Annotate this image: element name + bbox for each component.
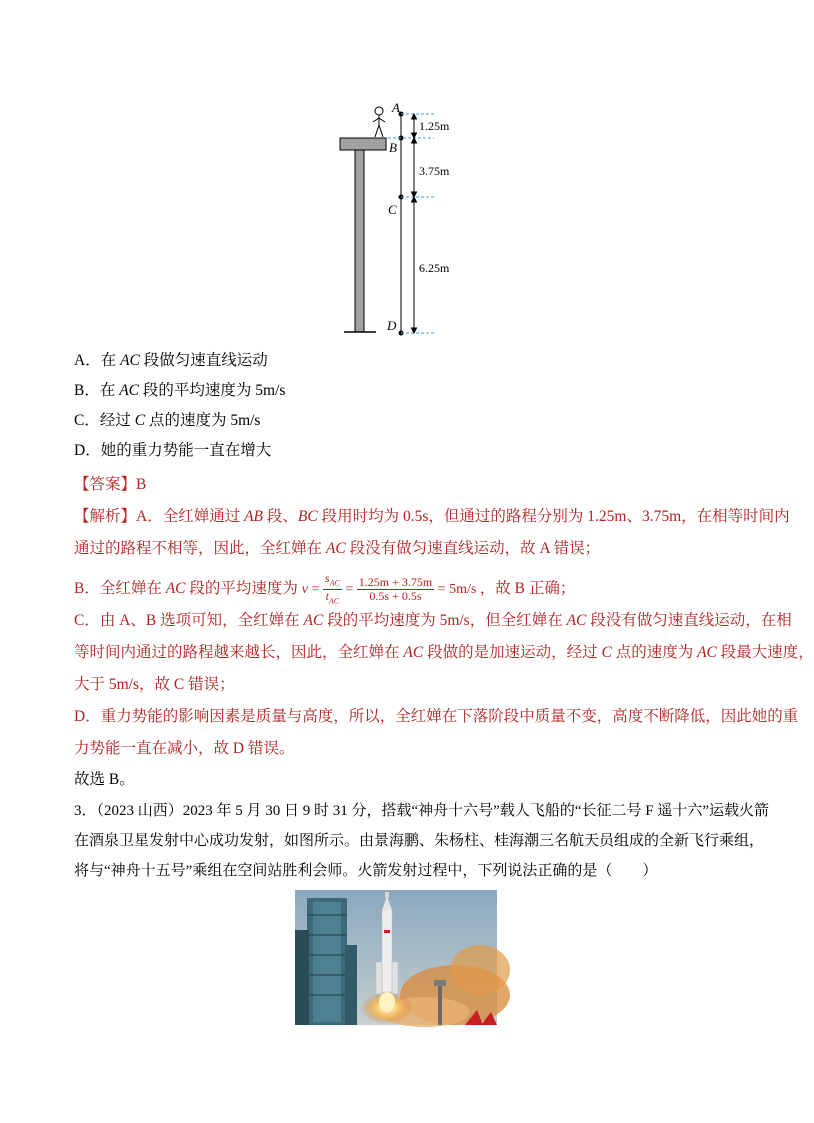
question3-line-3: 将与“神舟十五号”乘组在空间站胜利会师。火箭发射过程中，下列说法正确的是（ ） [74,863,658,879]
label-d: D [387,318,397,333]
analysis-line-8: 力势能一直在减小，故 D 错误。 [74,740,295,757]
label-a: A [392,100,400,115]
platform-board [340,138,386,150]
answer-label: 【答案】 [74,476,137,493]
answer-line [74,475,146,495]
analysis-line-3: B．全红婵在 AC 段的平均速度为 v = $\frac{s_{AC}}{t_{AC}}$ = $\frac{1.25m + 3.75m}{0.5s + 0.5s}$ = 5m/s ，故 B 正确； [74,571,576,606]
distance-bc: 3.75m [419,164,450,178]
formula: v = $\frac{s_{AC}}{t_{AC}}$ = $\frac{1.25m + 3.75m}{0.5s + 0.5s}$ = 5m/s [301,571,477,606]
label-c: C [388,202,397,217]
platform-pole [355,150,364,332]
analysis-line-2: 通过的路程不相等，因此，全红婵在 AC 段没有做匀速直线运动，故 A 错误； [74,540,601,557]
analysis-line-5: 等时间内通过的路程越来越长，因此，全红婵在 AC 段做的是加速运动，经过 C 点的速度为 AC 段最大速度， [74,644,814,661]
option-d: D．她的重力势能一直在增大 [74,442,272,459]
label-b: B [389,140,397,155]
rocket-launch-photo [295,890,497,1025]
option-b: B．在 AC 段的平均速度为 5m/s [74,382,286,399]
question3-line-2: 在酒泉卫星发射中心成功发射，如图所示。由景海鹏、朱杨柱、桂海潮三名航天员组成的全新飞行乘组， [74,833,765,849]
distance-ab: 1.25m [419,119,450,133]
option-c: C．经过 C 点的速度为 5m/s [74,412,261,429]
conclusion: 故选 B。 [74,771,135,788]
analysis-line-7: D．重力势能的影响因素是质量与高度，所以，全红婵在下落阶段中质量不变，高度不断降低，因此她的重 [74,708,799,725]
option-a: A．在 AC 段做匀速直线运动 [74,352,268,369]
diving-platform-diagram [330,100,480,340]
analysis-line-1: 【解析】A．全红婵通过 AB 段、BC 段用时均为 0.5s，但通过的路程分别为 1.25m、3.75m，在相等时间内 [74,508,790,525]
analysis-line-6: 大于 5m/s，故 C 错误； [74,676,235,693]
distance-cd: 6.25m [419,261,450,275]
question3-line-1: 3．（2023 山西）2023 年 5 月 30 日 9 时 31 分，搭载“神舟十六号”载人飞船的“长征二号 F 遥十六”运载火箭 [74,803,769,819]
answer-value: B [136,476,147,493]
analysis-line-4: C．由 A、B 选项可知，全红婵在 AC 段的平均速度为 5m/s，但全红婵在 AC 段没有做匀速直线运动，在相 [74,612,792,629]
diver-figure [373,107,385,137]
